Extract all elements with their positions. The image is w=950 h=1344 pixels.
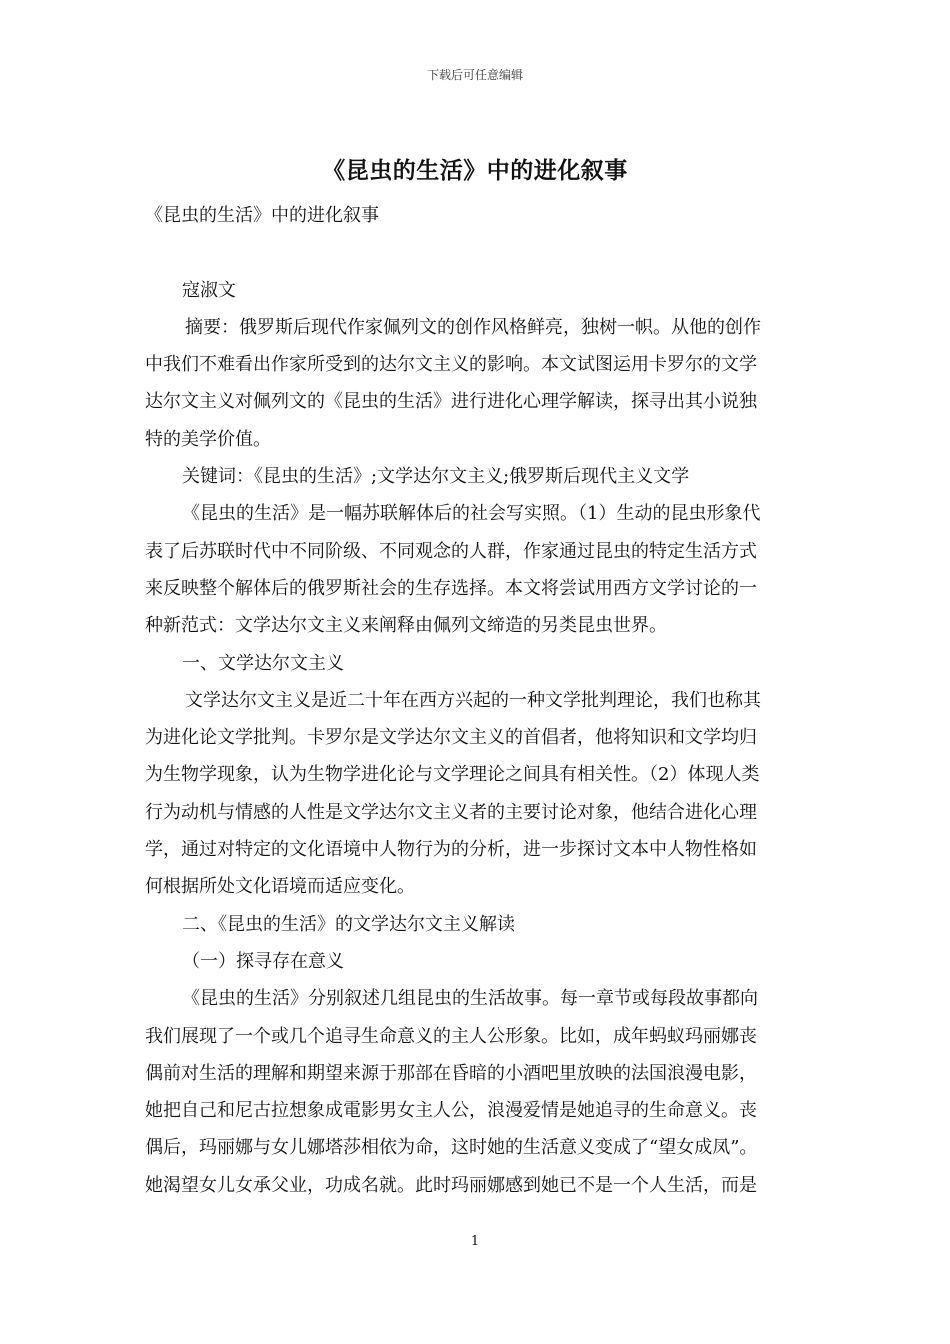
keywords-line: 关键词：《昆虫的生活》;文学达尔文主义;俄罗斯后现代主义文学 [182, 466, 690, 488]
paragraph-line: 偶前对生活的理解和期望来源于那部在昏暗的小酒吧里放映的法国浪漫电影， [145, 1062, 757, 1084]
author-line: 寇淑文 [182, 279, 236, 301]
paragraph-line: 《昆虫的生活》分别叙述几组昆虫的生活故事。每一章节或每段故事都向 [182, 988, 758, 1010]
paragraph-line: 何根据所处文化语境而适应变化。 [145, 876, 415, 898]
paragraph-line: 来反映整个解体后的俄罗斯社会的生存选择。本文将尝试用西方文学讨论的一 [145, 577, 757, 599]
paragraph-line: 表了后苏联时代中不同阶级、不同观念的人群，作家通过昆虫的特定生活方式 [145, 540, 757, 562]
paragraph-line: 《昆虫的生活》是一幅苏联解体后的社会写实照。（1）生动的昆虫形象代 [182, 503, 761, 525]
abstract-line: 达尔文主义对佩列文的《昆虫的生活》进行进化心理学解读，探寻出其小说独 [145, 391, 757, 413]
abstract-line: 中我们不难看出作家所受到的达尔文主义的影响。本文试图运用卡罗尔的文学 [145, 354, 757, 376]
blank-line [145, 234, 815, 271]
abstract-line: 摘要：俄罗斯后现代作家佩列文的创作风格鲜亮，独树一帜。从他的创作 [185, 316, 761, 338]
paragraph-line: 行为动机与情感的人性是文学达尔文主义者的主要讨论对象，他结合进化心理 [145, 801, 757, 823]
paragraph-line: 种新范式：文学达尔文主义来阐释由佩列文缔造的另类昆虫世界。 [145, 615, 667, 637]
paragraph-line: 我们展现了一个或几个追寻生命意义的主人公形象。比如，成年蚂蚁玛丽娜丧 [145, 1025, 757, 1047]
section-heading: 二、《昆虫的生活》的文学达尔文主义解读 [182, 913, 515, 935]
header-note: 下载后可任意编辑 [426, 68, 523, 82]
paragraph-line: 为生物学现象，认为生物学进化论与文学理论之间具有相关性。（2）体现人类 [145, 764, 760, 786]
paragraph-line: 学，通过对特定的文化语境中人物行为的分析，进一步探讨文本中人物性格如 [145, 839, 757, 861]
abstract-line: 特的美学价值。 [145, 428, 271, 450]
page-number: 1 [470, 1234, 480, 1249]
paragraph-line: 偶后，玛丽娜与女儿娜塔莎相依为命，这时她的生活意义变成了“望女成凤”。 [145, 1137, 758, 1159]
paragraph-line: 为进化论文学批判。卡罗尔是文学达尔文主义的首倡者，他将知识和文学均归 [145, 727, 757, 749]
document-title: 《昆虫的生活》中的进化叙事 [322, 157, 628, 184]
paragraph-line: 她把自己和尼古拉想象成電影男女主人公，浪漫爱情是她追寻的生命意义。丧 [145, 1100, 757, 1122]
document-body [145, 197, 815, 1204]
paragraph-line: 她渴望女儿女承父业，功成名就。此时玛丽娜感到她已不是一个人生活，而是 [145, 1174, 757, 1196]
subtitle-line: 《昆虫的生活》中的进化叙事 [145, 205, 379, 226]
paragraph-line: 文学达尔文主义是近二十年在西方兴起的一种文学批判理论，我们也称其 [185, 689, 761, 711]
subsection-heading: （一）探寻存在意义 [182, 950, 344, 972]
section-heading: 一、文学达尔文主义 [182, 652, 344, 674]
